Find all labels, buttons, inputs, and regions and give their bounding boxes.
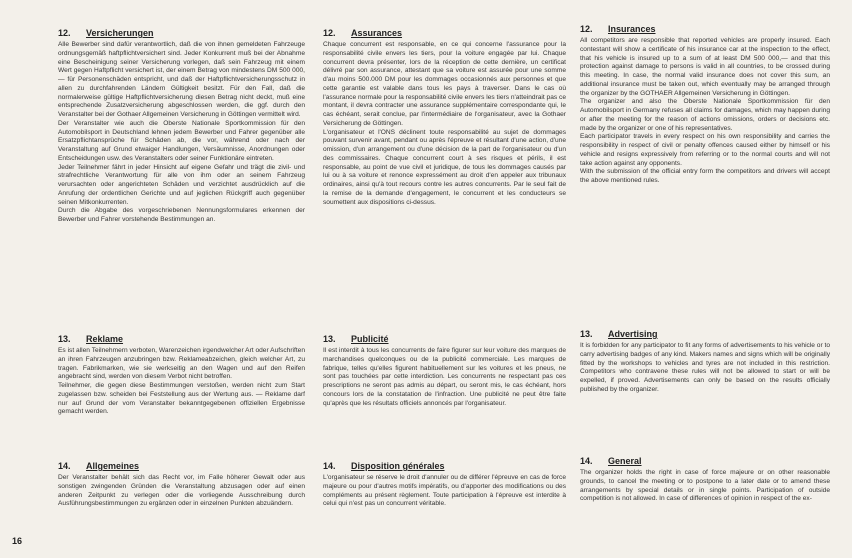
section-number: 12. [580,24,593,34]
paragraph: The organizer holds the right in case of force majeure or on other reasonable grounds, to cancel the meeting or to postpone to a later date or to amend these arrangements by special details or in single points. Participation of outside competition is not allowed. In case of differences of opinion in respect of the ex- [580,469,830,503]
paragraph: Il est interdit à tous les concurrents de faire figurer sur leur voiture des marques de marchandises quelconques ou de la publicité commerciale. Les marques de fabrique, telles qu'elles figurent habituellement sur les voitures et les pneus, ne sont pas touchées par cette interdiction. Les concurrents ne respectant pas ces prescriptions ne seront pas admis au départ, ou seront mis, le cas échéant, hors concours lors de la constatation de l'infraction. Une publicité ne peut être faite qu'après que les résultats officiels annoncés par l'organisateur. [323,347,566,407]
section-versicherungen [58,28,305,225]
paragraph: Chaque concurrent est responsable, en ce qui concerne l'assurance pour la responsabilité civile envers les tiers, pour la voiture engagée par lui. Chaque concurrent devra présenter, lors de la réception de cette dernière, un certificat délivré par son assurance, attestant que sa voiture est assurée pour une somme d'au moins 500.000 DM pour les dommages occasionnés aux personnes et que cette garantie est valable dans tous les pays à traverser. Dans le cas où l'assurance normale pour la responsabilité civile envers les tiers n'atteindrait pas ce montant, il devra contracter une assurance supplémentaire correspondante qui, le cas échéant, serait conclue, par l'intermédiaire de l'organisateur, avec la Gothaer Versicherung de Göttingen. [323,41,566,127]
section-publicite [323,334,566,408]
paragraph: Der Veranstalter behält sich das Recht vor, im Falle höherer Gewalt oder aus sonstigen zwingenden Gründen die Veranstaltung abzusagen oder auf einen anderen Zeitpunkt zu verlegen oder die vorliegende Ausschreibung durch Ausführungsbestimmungen zu ergänzen oder in einzelnen Punkten abzuändern. [58,474,305,508]
section-title: Publicité [351,334,389,344]
paragraph: The organizer and also the Oberste Nationale Sportkommission für den Automobilsport in Germany refuses all claims for damages, which may happen during or after the meeting for the reason of actions omissions, orders or decisions etc. made by the organizer or one of his representatives. [580,98,830,132]
section-advertising [580,329,830,395]
paragraph: Each participator travels in every respect on his own responsibility and carries the responsibility in respect of civil or penalty offences caused either by himself or his vehicle and resigns expressively from referring or to the normal courts and will not take action against any opponents. [580,133,830,167]
section-number: 12. [323,28,336,38]
section-number: 13. [580,329,593,339]
section-title: Advertising [608,329,658,339]
section-number: 13. [323,334,336,344]
paragraph: Durch die Abgabe des vorgeschriebenen Nennungsformulares erkennen der Bewerber und Fahrer vorstehende Bestimmungen an. [58,207,305,223]
section-reklame [58,334,305,417]
paragraph: All competitors are responsible that reported vehicles are properly insured. Each contestant will show a certificate of his insurance car at the inspection to the effect, that his vehicle is insured up to a sum of at least DM 500 000,— and that this protection against damage to persons is valid in all countries, to be crossed during this meeting. In case, the normal valid insurance does not cover this sum, an additional insurance must be taken out, which eventually may be arranged through the organizer by the GOTHAER Allgemeinen Versicherung in Göttingen. [580,37,830,97]
paragraph: It is forbidden for any participator to fit any forms of advertisements to his vehicle or to carry advertising badges of any kind. Makers names and signs which will be originally fitted by the workshops to vehicles and tyres are not included in this restriction. Competitors who contravene these rules will not be allowed to start or will be expelled, if proved. Advertisements can only be based on the results officially published by the organizer. [580,342,830,393]
section-number: 14. [58,461,71,471]
paragraph: Alle Bewerber sind dafür verantwortlich, daß die von ihnen gemeldeten Fahrzeuge ordnungsgemäß haftpflichtversichert sind. Jeder Konkurrent muß bei der Abnahme eine Bescheinigung seiner Versicherung vorlegen, daß sein Fahrzeug mit einem Wert gegen Haftpflicht versichert ist, der einem Betrag von mindestens DM 500 000,— für Personenschäden entspricht, und daß der Haftpflichtversicherungsschutz in allen zu durchfahrenden Ländern Gültigkeit besitzt. Für den Fall, daß die normalerweise gültige Haftpflichtversicherung diesen Betrag nicht deckt, muß eine entsprechende Zusatzversicherung abgeschlossen werden, die ggf. durch den Veranstalter bei der Gothaer Allgemeinen Versicherung in Göttingen vermittelt wird. [58,41,305,118]
paragraph: With the submission of the official entry form the competitors and drivers will accept the above mentioned rules. [580,168,830,184]
paragraph: Jeder Teilnehmer fährt in jeder Hinsicht auf eigene Gefahr und trägt die zivil- und strafrechtliche Verantwortung für alle von ihm oder an seinem Fahrzeug verursachten oder angerichteten Schäden und verzichtet ausdrücklich auf die Anrufung der ordentlichen Gerichte und auf jeglichen Rückgriff auch gegenüber seinen Mitkonkurrenten. [58,163,305,206]
section-assurances [323,28,566,207]
section-title: Versicherungen [86,28,154,38]
section-title: Reklame [86,334,124,344]
section-insurances [580,24,830,186]
section-title: Allgemeines [86,461,140,471]
section-title: Assurances [351,28,403,38]
section-allgemeines [58,461,305,509]
paragraph: L'organisateur et l'ONS déclinent toute responsabilité au sujet de dommages pouvant survenir avant, pendant ou après l'épreuve et résultant d'une action, d'une omission, d'un arrangement ou d'une décision de la part de l'organisateur ou d'un des commissaires. Chaque concurrent court à ses risques et périls, il est responsable, au point de vue civil et juridique, de tous les dommages causés par lui ou à sa voiture et renonce expressément au droit d'en appeler aux tribunaux ordinaires, ainsi qu'à tout recours contre les autres concurrents. Par le seul fait de la remise de la demande d'engagement, le concurrent et les conducteurs se soumettent aux dispositions ci-dessus. [323,128,566,206]
section-disposition-generales [323,461,566,509]
paragraph: Teilnehmer, die gegen diese Bestimmungen verstoßen, werden nicht zum Start zugelassen bzw. scheiden bei Feststellung aus der Wertung aus. — Reklame darf nur auf Grund der vom Veranstalter bekanntgegebenen offiziellen Ergebnisse gemacht werden. [58,382,305,416]
section-general [580,456,830,504]
section-title: General [608,456,642,466]
section-title: Disposition générales [351,461,445,471]
page-number: 16 [12,536,23,546]
paragraph: L'organisateur se réserve le droit d'annuler ou de différer l'épreuve en cas de force majeure ou pour d'autres motifs impératifs, ou d'apporter des modifications ou des compléments au présent règlement. Toute participation à l'épreuve est interdite à celui qui n'est pas un concurrent véritable. [323,474,566,508]
paragraph: Es ist allen Teilnehmern verboten, Warenzeichen irgendwelcher Art oder Aufschriften an ihren Fahrzeugen anzubringen bzw. Reklameabzeichen, gleich welcher Art, zu tragen. Fabrikmarken, wie sie werkseitig an den Wagen und auf den Reifen angebracht sind, werden von diesem Verbot nicht betroffen. [58,347,305,381]
paragraph: Der Veranstalter wie auch die Oberste Nationale Sportkommission für den Automobilsport in Deutschland lehnen jedem Bewerber und Fahrer gegenüber alle Ersatzpflichtansprüche für Schäden ab, die vor, während oder nach der Veranstaltung auf Grund etwaiger Handlungen, Versäumnisse, Anordnungen oder Entscheidungen usw. des Veranstalters oder seiner Funktionäre eintreten. [58,119,305,162]
section-number: 12. [58,28,71,38]
section-number: 14. [323,461,336,471]
section-number: 14. [580,456,593,466]
section-number: 13. [58,334,71,344]
section-title: Insurances [608,24,656,34]
